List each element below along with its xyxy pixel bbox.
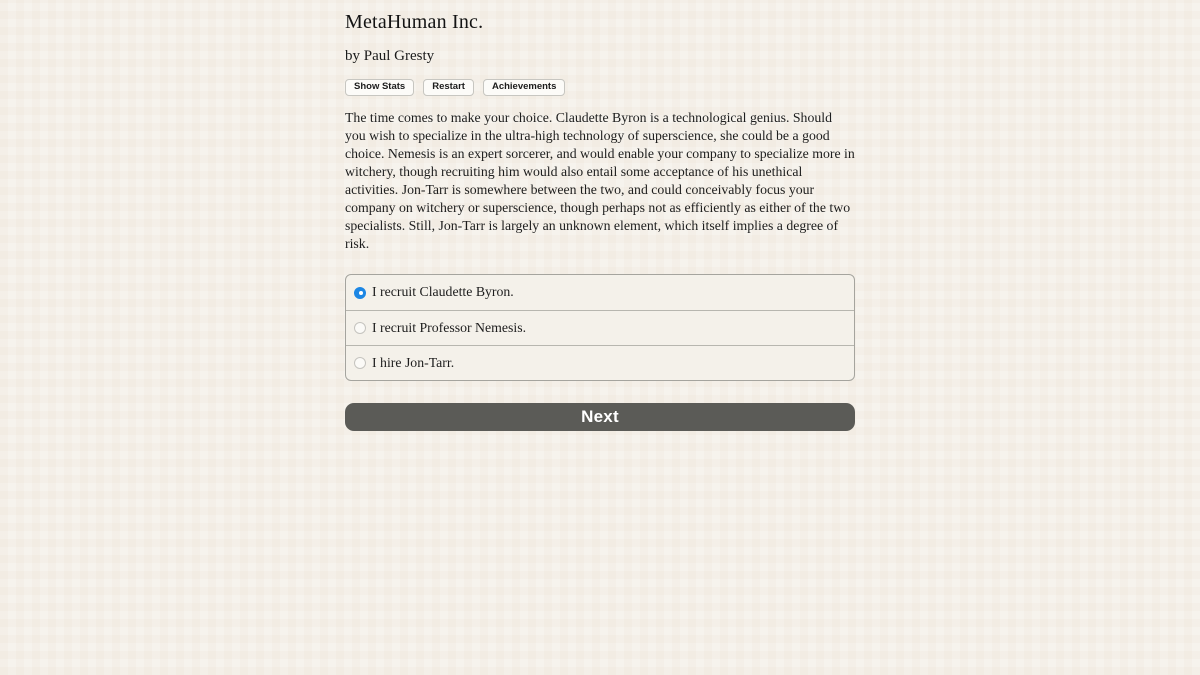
- show-stats-button[interactable]: Show Stats: [345, 79, 414, 96]
- story-content-column: [345, 0, 855, 431]
- toolbar: [345, 79, 855, 96]
- radio-selected-icon[interactable]: [354, 287, 366, 299]
- radio-unselected-icon[interactable]: [354, 322, 366, 334]
- choice-option-jontarr[interactable]: [346, 345, 854, 380]
- choice-group: [345, 274, 855, 381]
- choice-option-label: I recruit Professor Nemesis.: [372, 319, 527, 335]
- author-byline: by Paul Gresty: [345, 48, 435, 64]
- restart-button[interactable]: Restart: [423, 79, 474, 96]
- choice-option-label: I recruit Claudette Byron.: [372, 284, 514, 300]
- choice-option-claudette[interactable]: [346, 275, 854, 310]
- page-title: MetaHuman Inc.: [345, 11, 484, 33]
- choice-option-label: I hire Jon-Tarr.: [372, 354, 455, 370]
- story-paragraph: The time comes to make your choice. Claudette Byron is a technological genius. Should you wish to specialize in the ultra-high technology of superscience, she could be a good choice. Nemesis is an expert sorcerer, and would enable your company to specialize more in witchery, though recruiting him would also entail some acceptance of his unethical activities. Jon-Tarr is somewhere between the two, and could conceivably focus your company on witchery or superscience, though perhaps not as efficiently as either of the two specialists. Still, Jon-Tarr is largely an unknown element, which itself implies a degree of risk.: [345, 110, 855, 252]
- achievements-button[interactable]: Achievements: [483, 79, 565, 96]
- next-button[interactable]: Next: [345, 403, 855, 431]
- choice-option-nemesis[interactable]: [346, 310, 854, 345]
- radio-unselected-icon[interactable]: [354, 357, 366, 369]
